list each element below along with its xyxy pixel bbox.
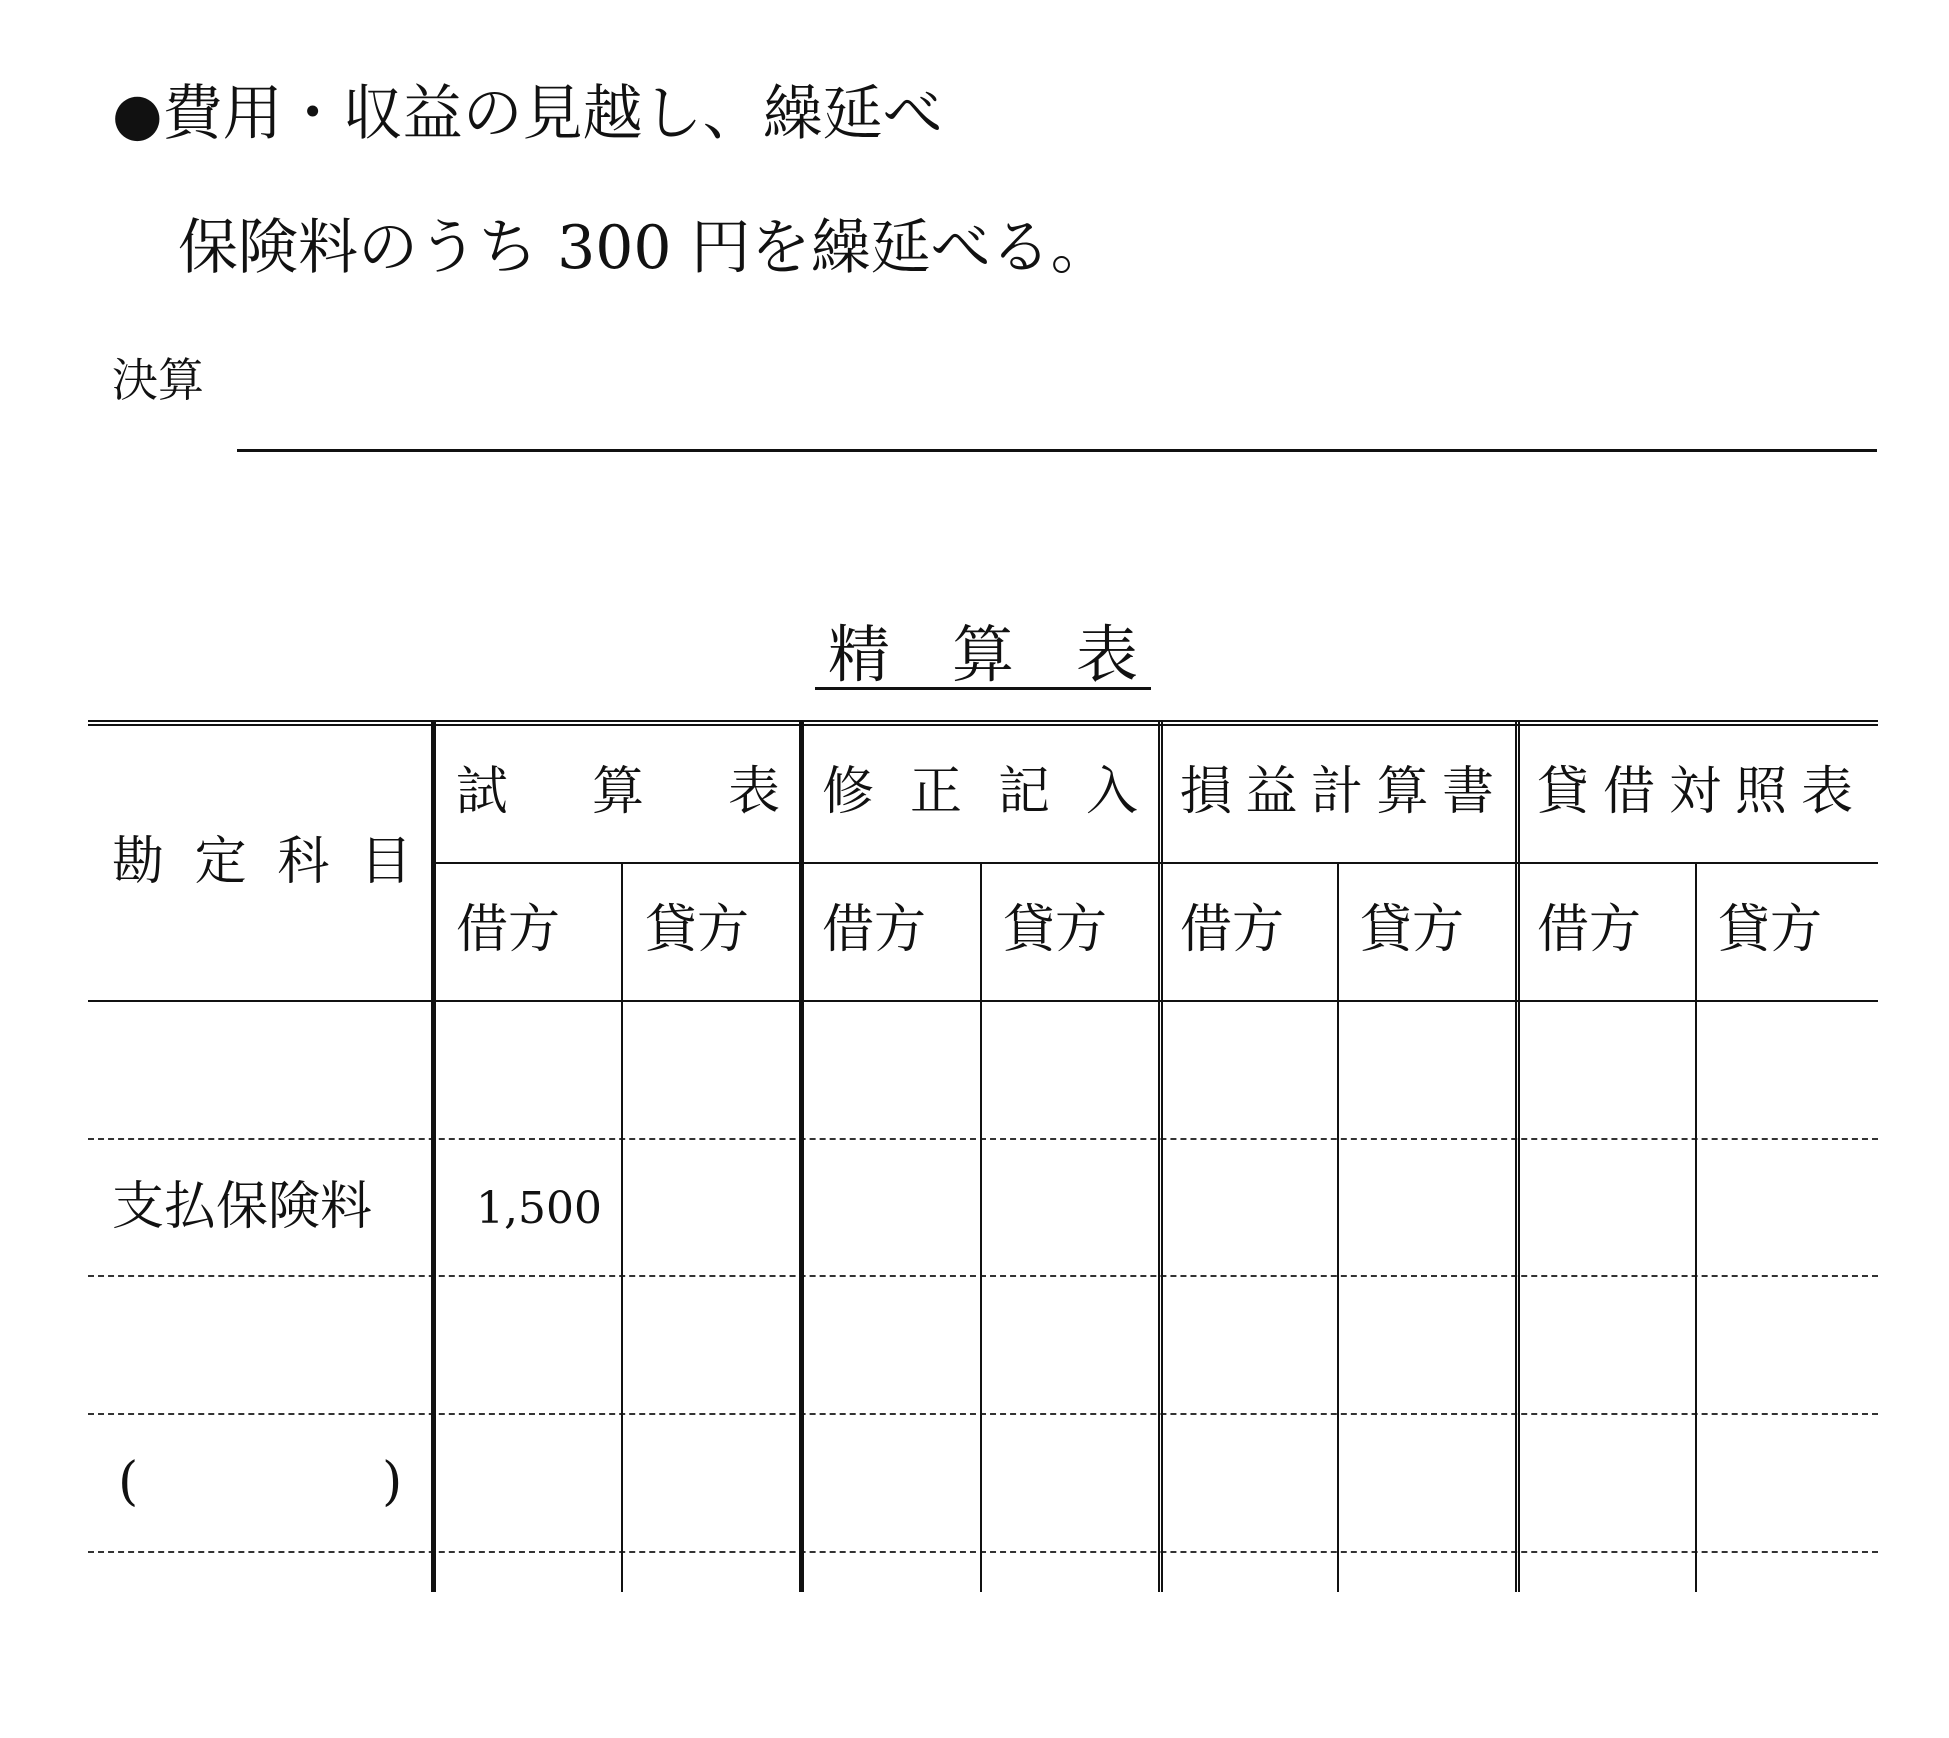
worksheet-title: 精 算 表	[827, 618, 1138, 691]
bs-split-rule	[1695, 862, 1697, 1592]
row-divider-3	[88, 1413, 1878, 1415]
account-column-rule	[431, 722, 436, 1592]
account-title-header: 勘定科目	[112, 832, 412, 892]
pl-bs-rule	[1515, 722, 1520, 1592]
pl-split-rule	[1337, 862, 1339, 1592]
trial-credit-header: 貸方	[645, 900, 750, 960]
pl-debit-header: 借方	[1180, 900, 1285, 960]
adjustments-header: 修正記入	[822, 762, 1138, 822]
balance-sheet-header: 貸借対照表	[1537, 762, 1853, 822]
pl-credit-header: 貸方	[1360, 900, 1465, 960]
trial-split-rule	[621, 862, 623, 1592]
worksheet-title-underline	[815, 687, 1151, 690]
bs-credit-header: 貸方	[1718, 900, 1823, 960]
bullet-icon: ●	[112, 80, 163, 148]
trial-balance-header: 試算表	[456, 762, 780, 822]
trial-debit-amount-row-2: 1,500	[476, 1183, 602, 1234]
adjust-pl-rule	[1158, 722, 1163, 1592]
blank-account-paren-close: )	[382, 1452, 403, 1512]
row-divider-4	[88, 1551, 1878, 1553]
header-bottom-rule	[88, 1000, 1878, 1002]
journal-answer-line[interactable]	[237, 449, 1877, 452]
adjust-split-rule	[980, 862, 982, 1592]
row-divider-1	[88, 1138, 1878, 1140]
blank-account-paren-open: (	[118, 1452, 139, 1512]
group-header-rule	[433, 862, 1878, 864]
trial-adjust-rule	[799, 722, 804, 1592]
adjust-debit-header: 借方	[822, 900, 927, 960]
closing-label: 決算	[112, 353, 204, 407]
trial-debit-header: 借方	[456, 900, 561, 960]
account-name-row-2: 支払保険料	[112, 1177, 373, 1237]
section-heading-text: 費用・収益の見越し、繰延べ	[162, 79, 943, 149]
adjust-credit-header: 貸方	[1003, 900, 1108, 960]
income-statement-header: 損益計算書	[1180, 762, 1494, 822]
row-divider-2	[88, 1275, 1878, 1277]
problem-statement: 保険料のうち 300 円を繰延べる。	[178, 213, 1111, 283]
bs-debit-header: 借方	[1537, 900, 1642, 960]
worksheet-top-rule	[88, 720, 1878, 726]
section-heading	[112, 78, 943, 150]
